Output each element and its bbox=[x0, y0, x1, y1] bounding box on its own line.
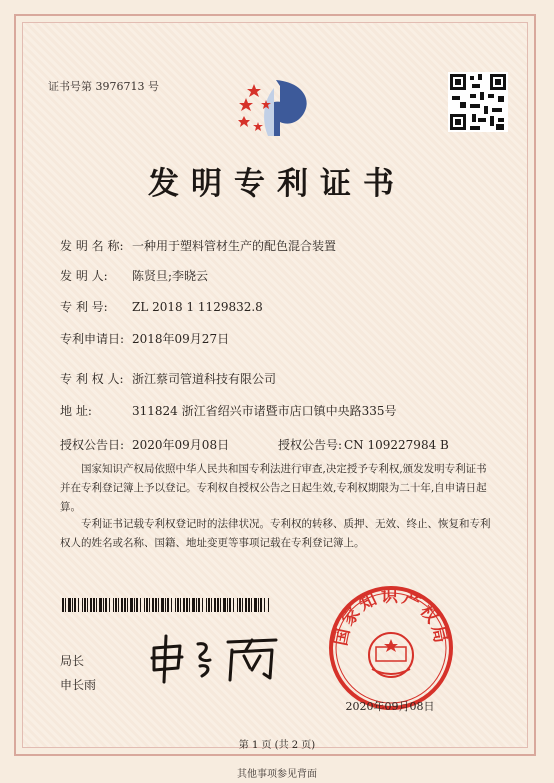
grant-date-row bbox=[60, 436, 229, 453]
filing-date-row bbox=[60, 330, 229, 347]
grant-number-row bbox=[278, 436, 449, 453]
address-value: 311824 浙江省绍兴市诸暨市店口镇中央路335号 bbox=[132, 404, 397, 418]
certificate-number-suffix: 号 bbox=[148, 80, 159, 93]
grant-date-label: 授权公告日: bbox=[60, 438, 125, 452]
signatory-title: 局长 bbox=[60, 654, 85, 668]
invention-name-value: 一种用于塑料管材生产的配色混合装置 bbox=[132, 239, 337, 253]
certificate-paragraph-1: 国家知识产权局依照中华人民共和国专利法进行审查,决定授予专利权,颁发发明专利证书并在专利登记簿上予以登记。专利权自授权公告之日起生效,专利权期限为二十年,自申请日起算。 bbox=[60, 463, 487, 513]
signatory-name: 申长雨 bbox=[60, 678, 97, 692]
page-number: 第 1 页 (共 2 页) bbox=[238, 740, 316, 751]
official-seal-icon bbox=[326, 583, 456, 713]
grant-date-value: 2020年09月08日 bbox=[132, 438, 230, 452]
patentee-row bbox=[60, 370, 276, 387]
patent-number-value: ZL 2018 1 1129832.8 bbox=[132, 300, 263, 314]
seal-date: 2020年09月08日 bbox=[345, 700, 435, 713]
inventors-value: 陈贤旦;李晓云 bbox=[132, 269, 209, 283]
inventors-row bbox=[60, 267, 208, 284]
certificate-number-value: 3976713 bbox=[95, 80, 145, 93]
inventors-label: 发 明 人: bbox=[60, 269, 108, 283]
barcode-icon bbox=[62, 598, 272, 612]
patentee-value: 浙江蔡司管道科技有限公司 bbox=[132, 372, 277, 386]
patent-office-logo-icon bbox=[232, 72, 322, 142]
patent-number-label: 专 利 号: bbox=[60, 300, 108, 314]
footer-note: 其他事项参见背面 bbox=[237, 769, 317, 780]
certificate-number bbox=[48, 78, 159, 94]
patentee-label: 专 利 权 人: bbox=[60, 372, 124, 386]
certificate-title: 发明专利证书 bbox=[148, 166, 406, 202]
patent-number-row bbox=[60, 298, 263, 315]
certificate-paragraph-2: 专利证书记载专利权登记时的法律状况。专利权的转移、质押、无效、终止、恢复和专利权人的姓名或名称、国籍、地址变更等事项记载在专利登记簿上。 bbox=[60, 518, 491, 549]
address-label: 地 址: bbox=[60, 404, 92, 418]
filing-date-value: 2018年09月27日 bbox=[132, 332, 230, 346]
grant-number-value: CN 109227984 B bbox=[344, 438, 449, 452]
svg-text:国家知识产权局: 国家知识产权局 bbox=[331, 586, 451, 648]
signature-icon bbox=[140, 626, 290, 686]
invention-name-label: 发 明 名 称: bbox=[60, 239, 124, 253]
address-row bbox=[60, 402, 397, 419]
qr-code-icon bbox=[448, 72, 508, 132]
certificate-number-label: 证书号第 bbox=[48, 80, 92, 93]
invention-name-row bbox=[60, 237, 336, 254]
grant-number-label: 授权公告号: bbox=[278, 438, 343, 452]
filing-date-label: 专利申请日: bbox=[60, 332, 125, 346]
